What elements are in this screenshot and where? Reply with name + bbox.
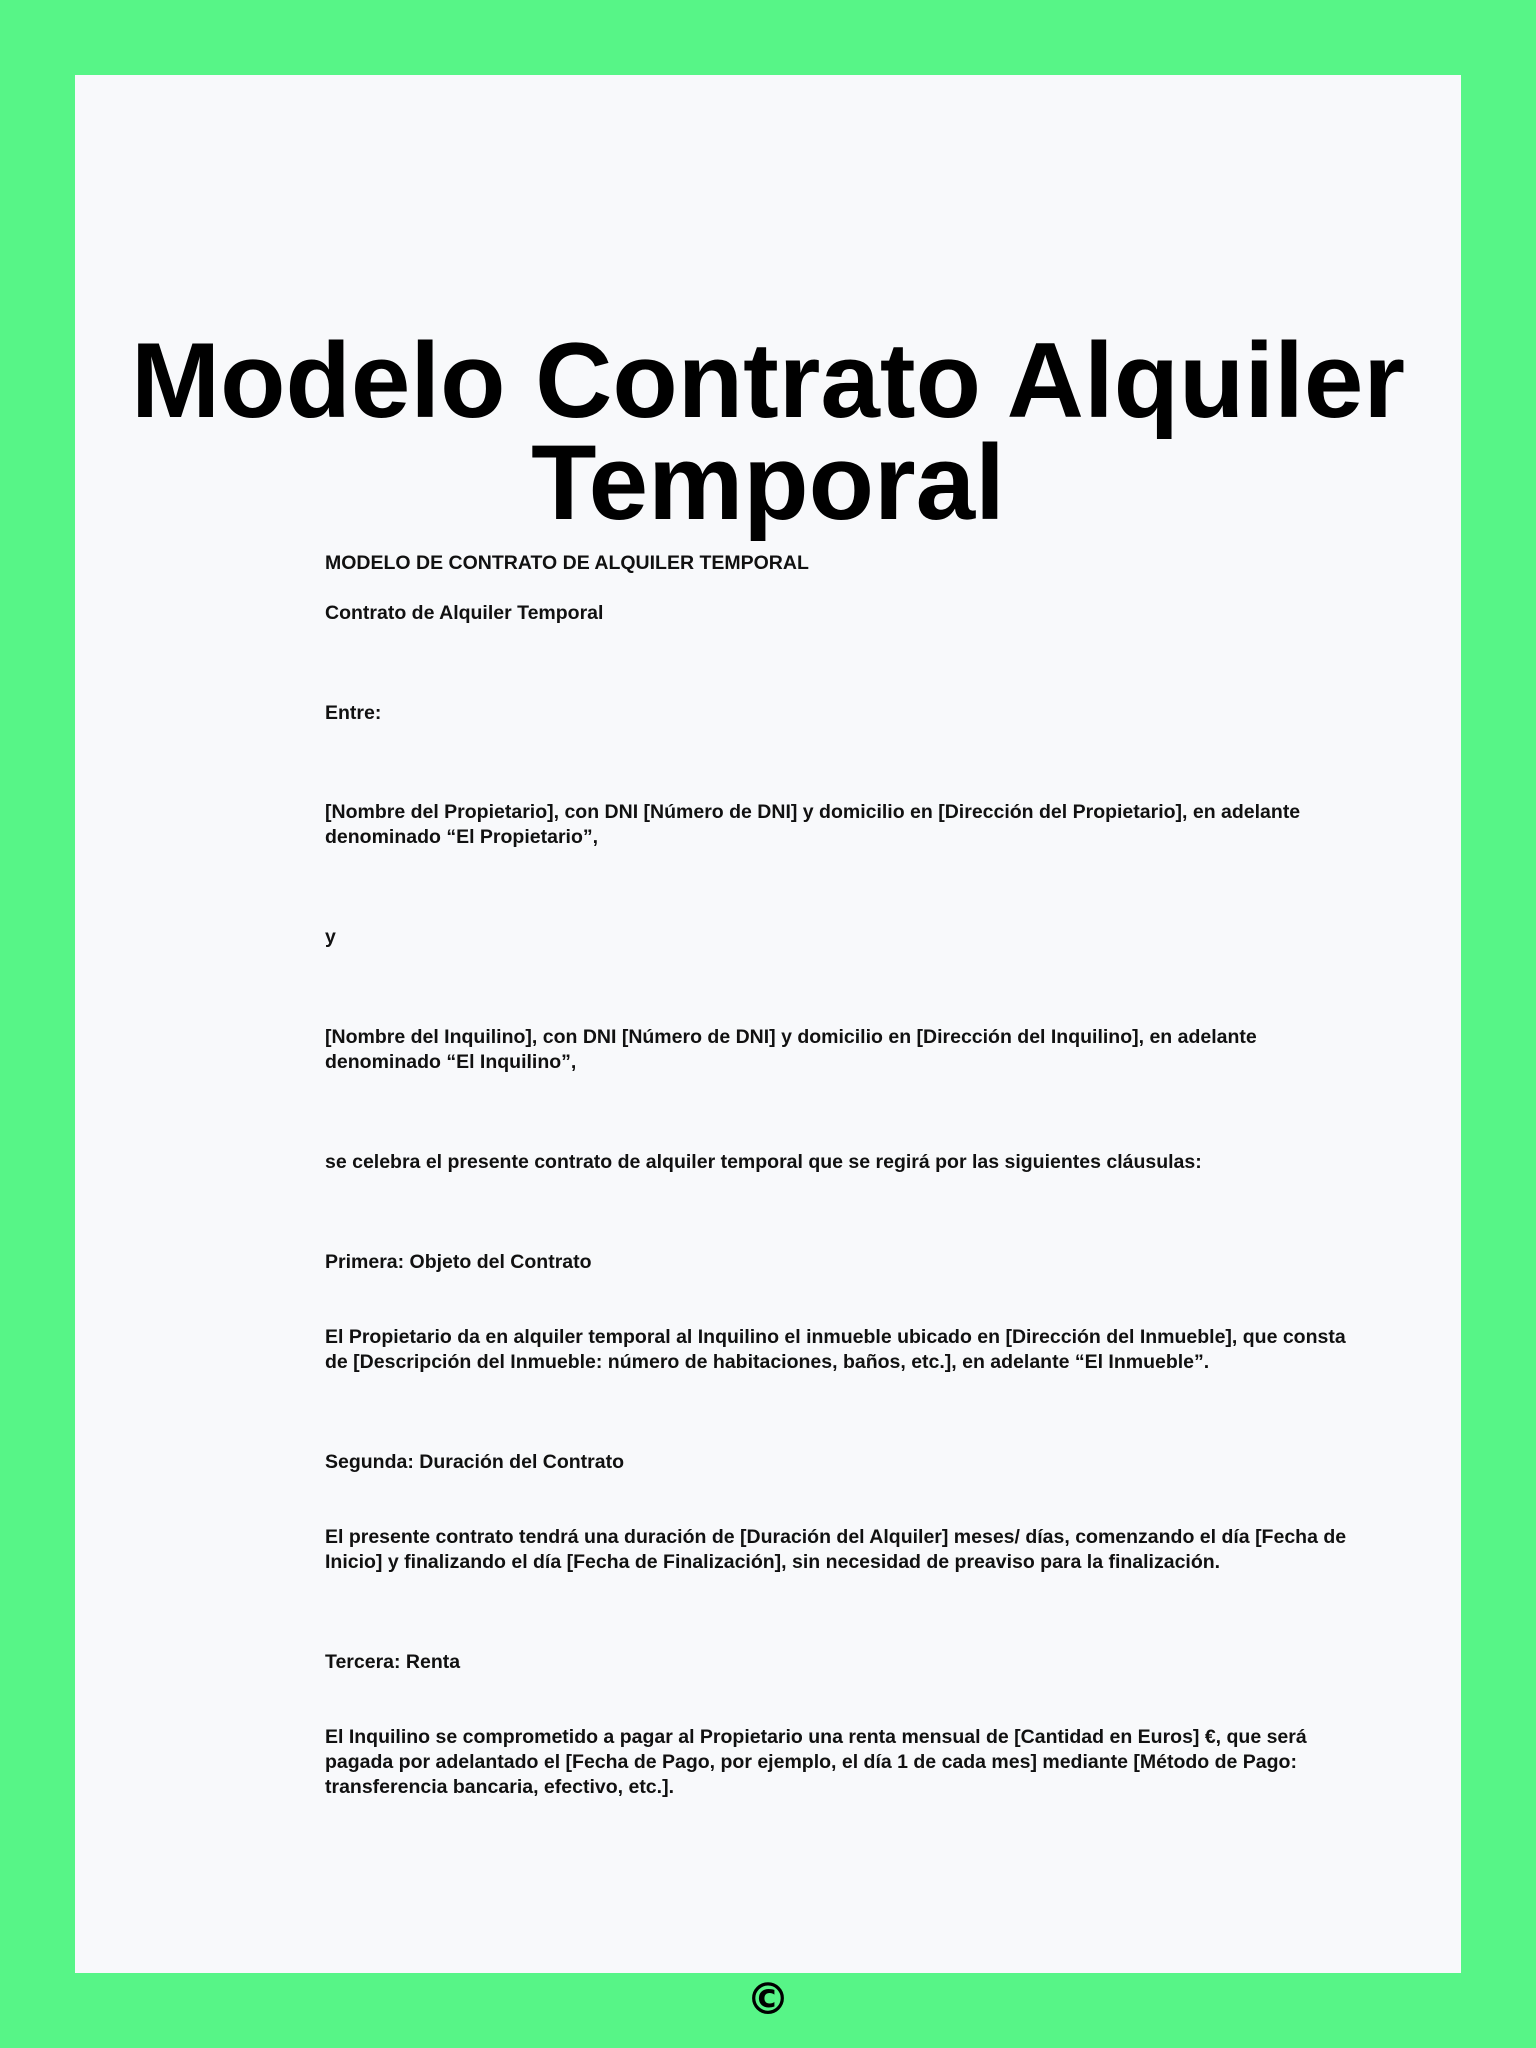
page-title-line-1: Modelo Contrato Alquiler <box>130 320 1406 440</box>
clause-1-text: El Propietario da en alquiler temporal al Inquilino el inmueble ubicado en [Dirección del Inmueble], que consta de [Descripción del Inmueble: número de habitaciones, baños, etc.], en adelante “El Inmueble”. <box>325 1326 1346 1373</box>
tenant-paragraph: [Nombre del Inquilino], con DNI [Número de DNI] y domicilio en [Dirección del Inquilino], en adelante denominado “El Inquilino”, <box>325 1026 1257 1073</box>
copyright-icon: © <box>746 1974 790 2025</box>
clause-2-text: El presente contrato tendrá una duración de [Duración del Alquiler] meses/ días, comenzando el día [Fecha de Inicio] y finalizando el día [Fecha de Finalización], sin necesidad de preaviso para la finalización. <box>325 1526 1347 1573</box>
contract-heading: MODELO DE CONTRATO DE ALQUILER TEMPORAL <box>325 552 809 574</box>
owner-paragraph: [Nombre del Propietario], con DNI [Número de DNI] y domicilio en [Dirección del Propietario], en adelante denominado “El Propietario”, <box>325 801 1301 848</box>
clause-3-title: Tercera: Renta <box>325 1651 461 1673</box>
conjunction-y: y <box>325 926 336 948</box>
clause-1-title: Primera: Objeto del Contrato <box>325 1251 592 1273</box>
page-title <box>75 320 1461 542</box>
page-title-line-2: Temporal <box>531 422 1005 542</box>
document-page <box>75 75 1461 2025</box>
entre-label: Entre: <box>325 702 382 724</box>
clause-3-text: El Inquilino se comprometido a pagar al Propietario una renta mensual de [Cantidad en Euros] €, que será pagada por adelantado el [Fecha de Pago, por ejemplo, el día 1 de cada mes] mediante [Método de Pago: transferencia bancaria, efectivo, etc.]. <box>325 1726 1307 1798</box>
intro-clauses-paragraph: se celebra el presente contrato de alquiler temporal que se regirá por las siguientes cláusulas: <box>325 1151 1202 1173</box>
contract-subheading: Contrato de Alquiler Temporal <box>325 602 604 624</box>
clause-2-title: Segunda: Duración del Contrato <box>325 1451 625 1473</box>
